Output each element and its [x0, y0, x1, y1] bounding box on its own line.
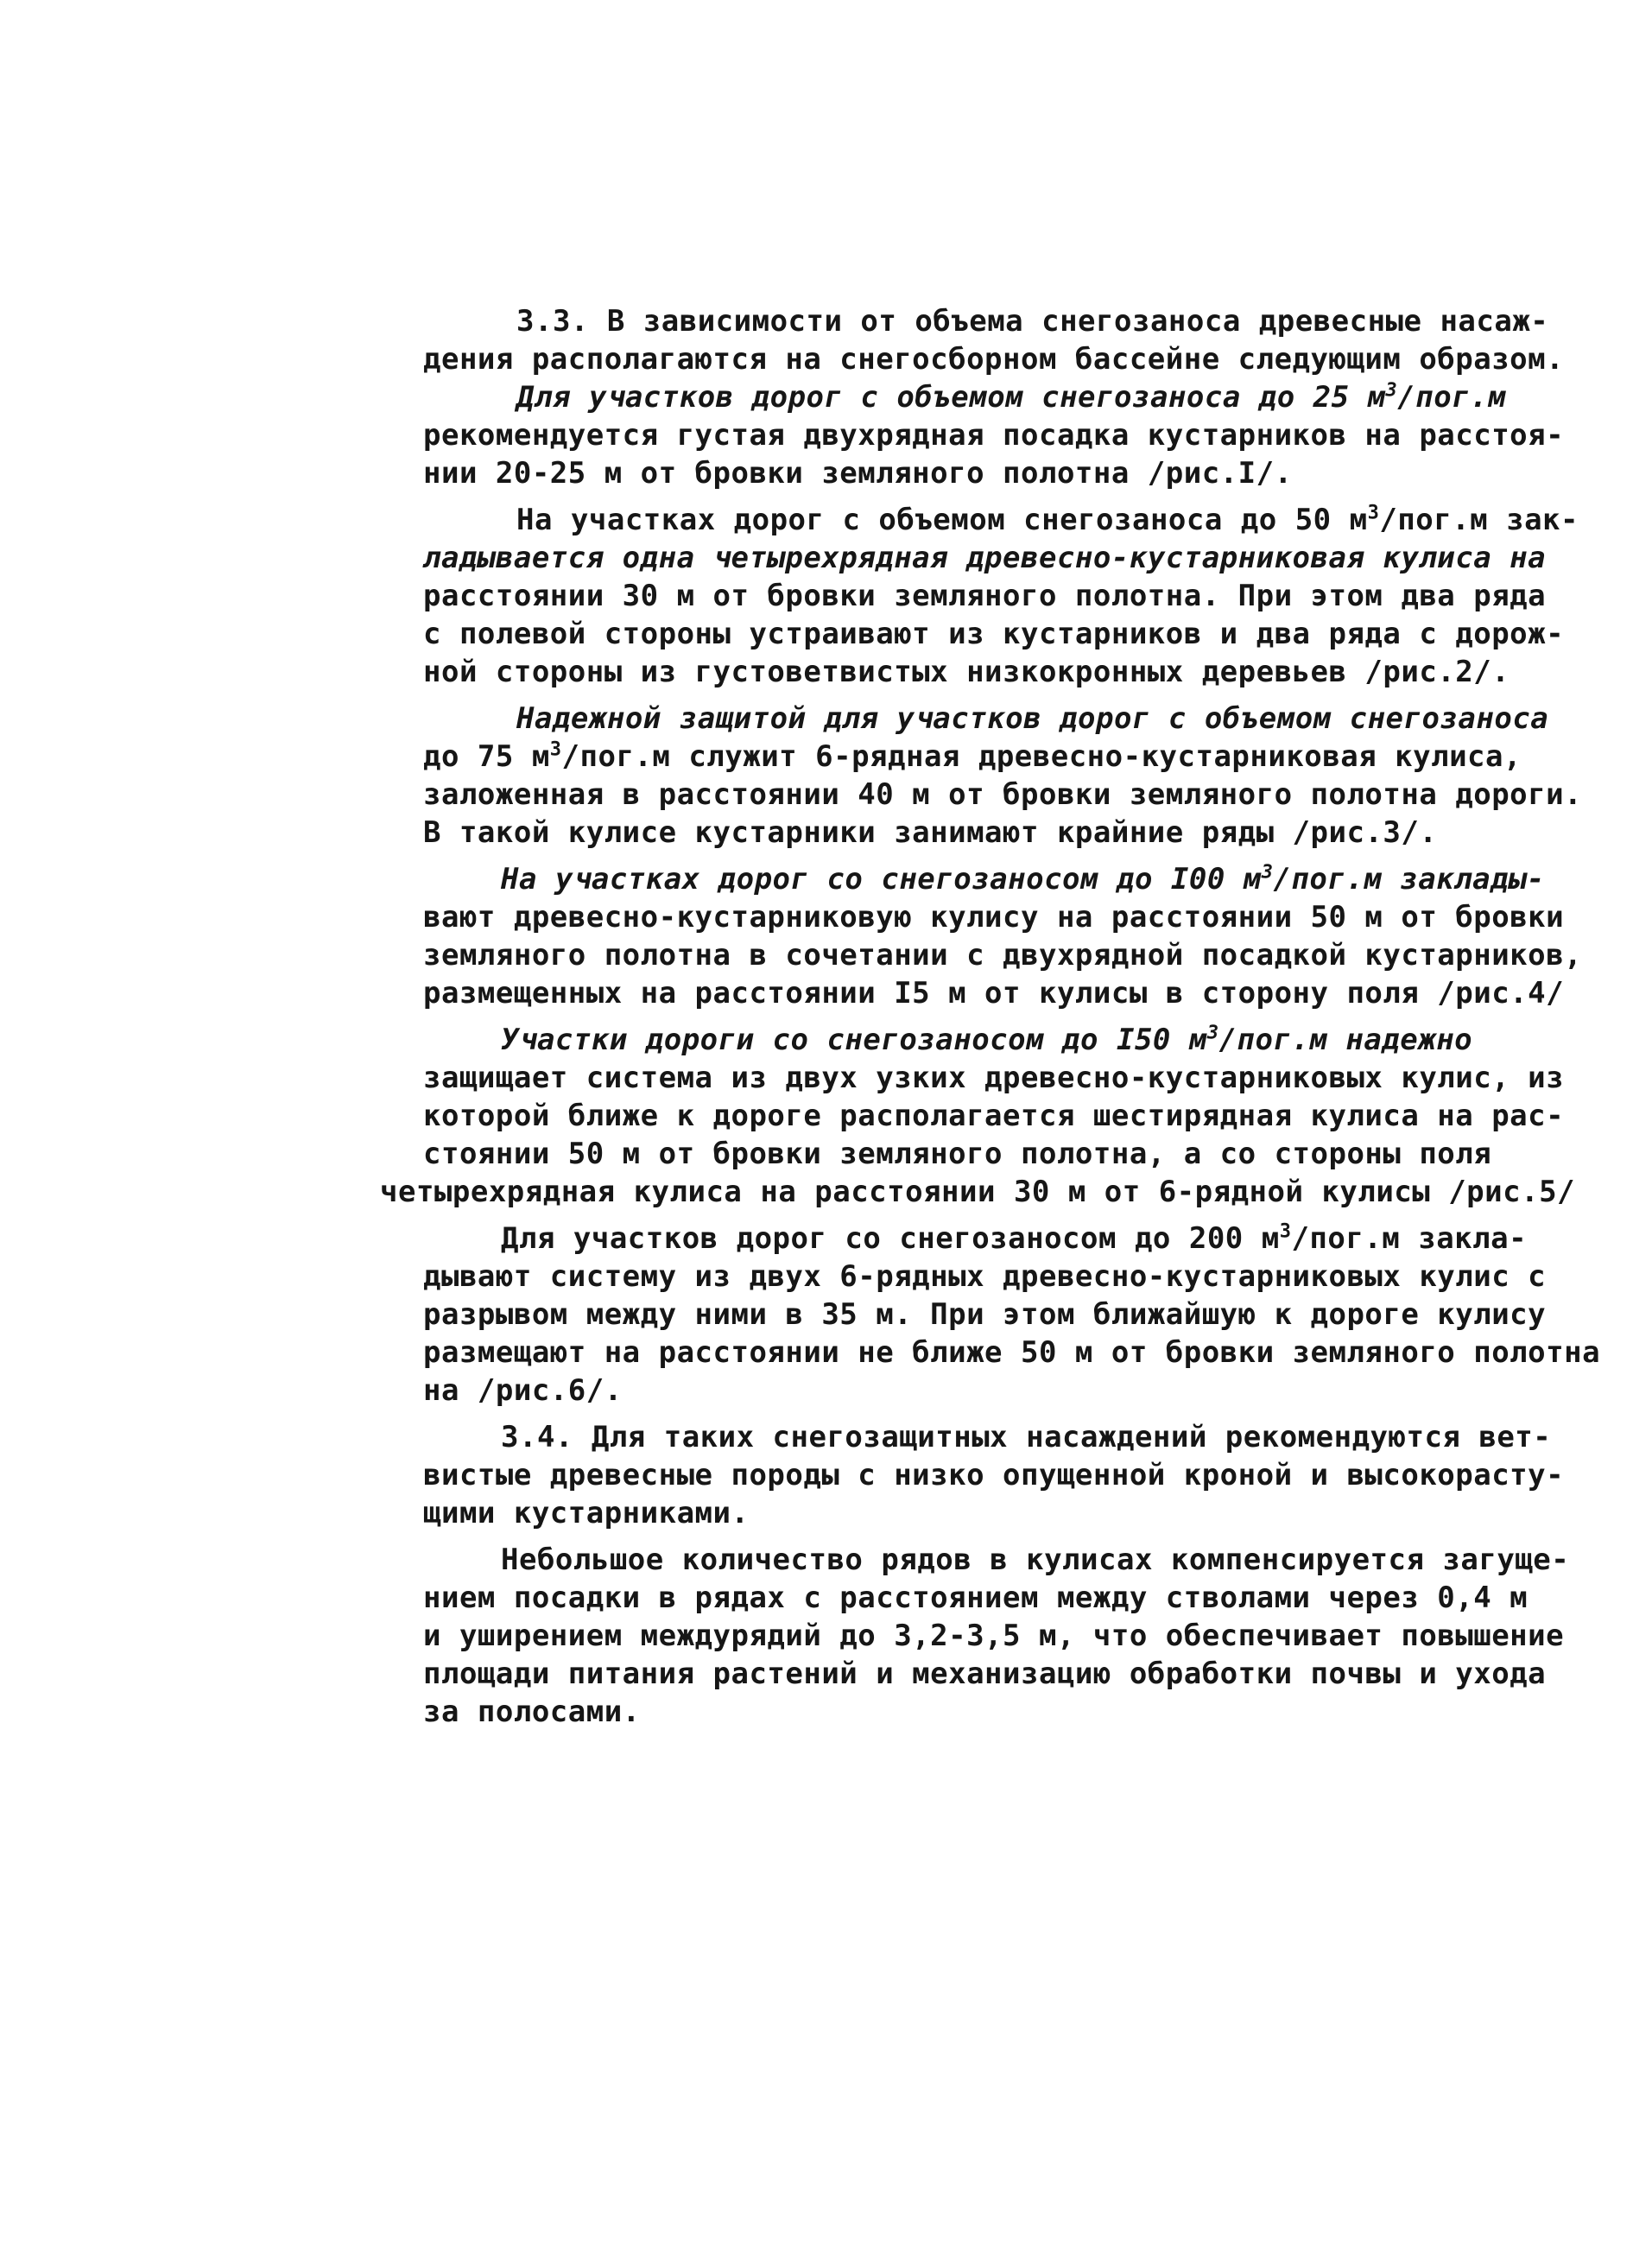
text-line: вистые древесные породы с низко опущенной кроной и высокорасту-: [423, 1458, 1565, 1492]
text-line: разрывом между ними в 35 м. При этом ближайшую к дороге кулису: [423, 1297, 1547, 1332]
paragraph-3-3-line: 3.3. В зависимости от объема снегозаноса древесные насаж-: [516, 304, 1549, 339]
text-line: рекомендуется густая двухрядная посадка кустарников на расстоя-: [423, 418, 1565, 453]
text-line: На участках дорог со снегозаносом до I00 $м^3/пог.м$ заклады-: [501, 861, 1546, 897]
text-line: земляного полотна в сочетании с двухрядной посадкой кустарников,: [423, 938, 1583, 973]
text-line: заложенная в расстоянии 40 м от бровки земляного полотна дороги.: [423, 777, 1583, 812]
text-line: нием посадки в рядах с расстоянием между стволами через 0,4 м: [423, 1581, 1529, 1615]
text-line: дывают систему из двух 6-рядных древесно-кустарниковых кулис с: [423, 1259, 1547, 1294]
text-line: размещают на расстоянии не ближе 50 м от бровки земляного полотна: [423, 1335, 1601, 1370]
text-line: расстоянии 30 м от бровки земляного полотна. При этом два ряда: [423, 579, 1547, 613]
text-line: площади питания растений и механизацию обработки почвы и ухода: [423, 1657, 1547, 1691]
text-line: Участки дороги со снегозаносом до I50 $м^3/пог.м$ надежно: [501, 1022, 1473, 1057]
text-line: Надежной защитой для участков дорог с объемом снегозаноса: [516, 701, 1549, 736]
paragraph-3-4-line: 3.4. Для таких снегозащитных насаждений рекомендуются вет-: [501, 1420, 1552, 1454]
text-line: На участках дорог с объемом снегозаноса до 50 $м^3/пог.м$ зак-: [516, 502, 1579, 537]
text-line: защищает система из двух узких древесно-кустарниковых кулис, из: [423, 1061, 1565, 1095]
text-line: дения располагаются на снегосборном бассейне следующим образом.: [423, 342, 1565, 377]
text-line: Для участков дорог с объемом снегозаноса до 25 $м^3/пог.м$: [516, 379, 1507, 415]
text-line: вают древесно-кустарниковую кулису на расстоянии 50 м от бровки: [423, 900, 1565, 935]
text-line: щими кустарниками.: [423, 1496, 750, 1530]
text-line: В такой кулисе кустарники занимают крайние ряды /рис.3/.: [423, 815, 1438, 850]
text-line: Для участков дорог со снегозаносом до 200 $м^3/пог.м$ закла-: [501, 1220, 1528, 1256]
text-line: Небольшое количество рядов в кулисах компенсируется загуще-: [501, 1543, 1570, 1577]
text-line: которой ближе к дороге располагается шестирядная кулиса на рас-: [423, 1099, 1565, 1133]
text-line: до 75 $м^3/пог.м$ служит 6-рядная древесно-кустарниковая кулиса,: [423, 738, 1522, 774]
text-line: четырехрядная кулиса на расстоянии 30 м от 6-рядной кулисы /рис.5/: [380, 1175, 1576, 1209]
text-line: и уширением междурядий до 3,2-3,5 м, что обеспечивает повышение: [423, 1619, 1565, 1653]
text-line: стоянии 50 м от бровки земляного полотна, а со стороны поля: [423, 1137, 1492, 1171]
text-line: ной стороны из густоветвистых низкокронных деревьев /рис.2/.: [423, 655, 1510, 689]
text-line: с полевой стороны устраивают из кустарников и два ряда с дорож-: [423, 617, 1565, 651]
text-line: нии 20-25 м от бровки земляного полотна /рис.I/.: [423, 456, 1293, 491]
text-line: за полосами.: [423, 1695, 641, 1729]
text-line: размещенных на расстоянии I5 м от кулисы в сторону поля /рис.4/: [423, 976, 1565, 1011]
text-line: на /рис.6/.: [423, 1373, 623, 1408]
text-line: ладывается одна четырехрядная древесно-кустарниковая кулиса на: [423, 541, 1547, 575]
